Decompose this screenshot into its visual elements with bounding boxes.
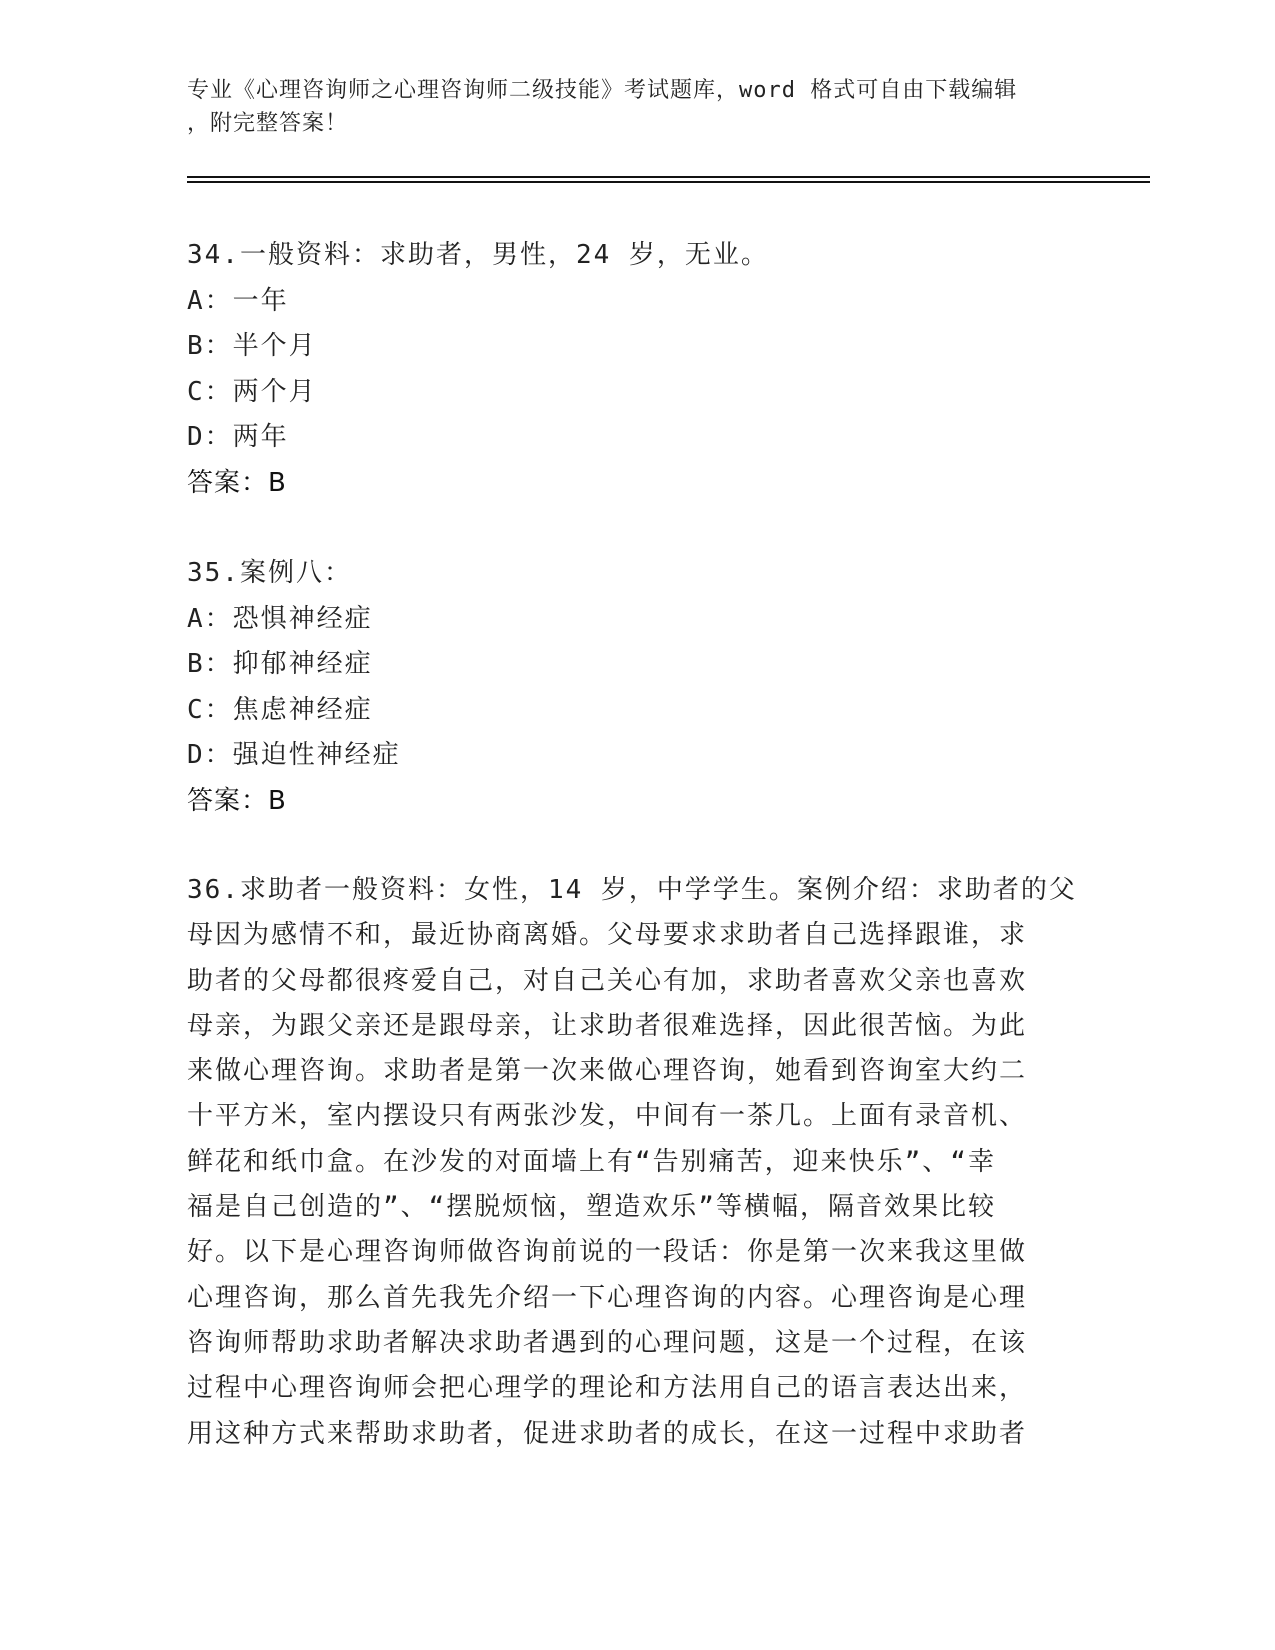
option-c: C：两个月: [187, 376, 317, 407]
answer-line: 答案：B: [187, 785, 287, 816]
option-b: B：抑郁神经症: [187, 649, 373, 679]
question-text-line: 母亲，为跟父亲还是跟母亲，让求助者很难选择，因此很苦恼。为此: [187, 1010, 1028, 1041]
question-text-line: 母因为感情不和，最近协商离婚。父母要求求助者自己选择跟谁，求: [187, 920, 1028, 951]
header-rule-top: [187, 176, 1150, 178]
question-text-line: 助者的父母都很疼爱自己，对自己关心有加，求助者喜欢父亲也喜欢: [187, 965, 1028, 996]
option-d: D：强迫性神经症: [187, 740, 401, 770]
header-line-1: 专业《心理咨询师之心理咨询师二级技能》考试题库，word 格式可自由下载编辑: [187, 78, 1018, 103]
header-rule-bottom: [187, 181, 1150, 183]
option-a: A：一年: [187, 285, 289, 316]
question-text-line: 咨询师帮助求助者解决求助者遇到的心理问题，这是一个过程，在该: [187, 1327, 1028, 1358]
question-text-line: 好。以下是心理咨询师做咨询前说的一段话：你是第一次来我这里做: [187, 1237, 1028, 1268]
question-text-line: 福是自己创造的”、“摆脱烦恼，塑造欢乐”等横幅，隔音效果比较: [187, 1192, 996, 1223]
question-stem: 35.案例八：: [187, 558, 352, 588]
answer-line: 答案：B: [187, 467, 287, 498]
question-text-line: 心理咨询，那么首先我先介绍一下心理咨询的内容。心理咨询是心理: [187, 1282, 1028, 1313]
question-text-line: 36.求助者一般资料：女性，14 岁，中学学生。案例介绍：求助者的父: [187, 875, 1077, 905]
option-d: D：两年: [187, 422, 289, 452]
question-stem: 34.一般资料：求助者，男性，24 岁，无业。: [187, 240, 769, 270]
option-b: B：半个月: [187, 331, 317, 361]
question-36: [187, 868, 1087, 1457]
question-text-line: 十平方米，室内摆设只有两张沙发，中间有一茶几。上面有录音机、: [187, 1101, 1028, 1132]
option-a: A：恐惧神经症: [187, 603, 373, 634]
question-text-line: 鲜花和纸巾盒。在沙发的对面墙上有“告别痛苦，迎来快乐”、“幸: [187, 1146, 996, 1177]
question-text-line: 过程中心理咨询师会把心理学的理论和方法用自己的语言表达出来，: [187, 1373, 1028, 1404]
option-c: C：焦虑神经症: [187, 694, 373, 725]
question-text-line: 来做心理咨询。求助者是第一次来做心理咨询，她看到咨询室大约二: [187, 1056, 1028, 1087]
question-35: [187, 551, 1087, 824]
question-text-line: 用这种方式来帮助求助者，促进求助者的成长，在这一过程中求助者: [187, 1418, 1028, 1449]
question-34: [187, 233, 1087, 506]
header-line-2: ，附完整答案！: [187, 111, 349, 136]
document-header: [187, 74, 1087, 140]
